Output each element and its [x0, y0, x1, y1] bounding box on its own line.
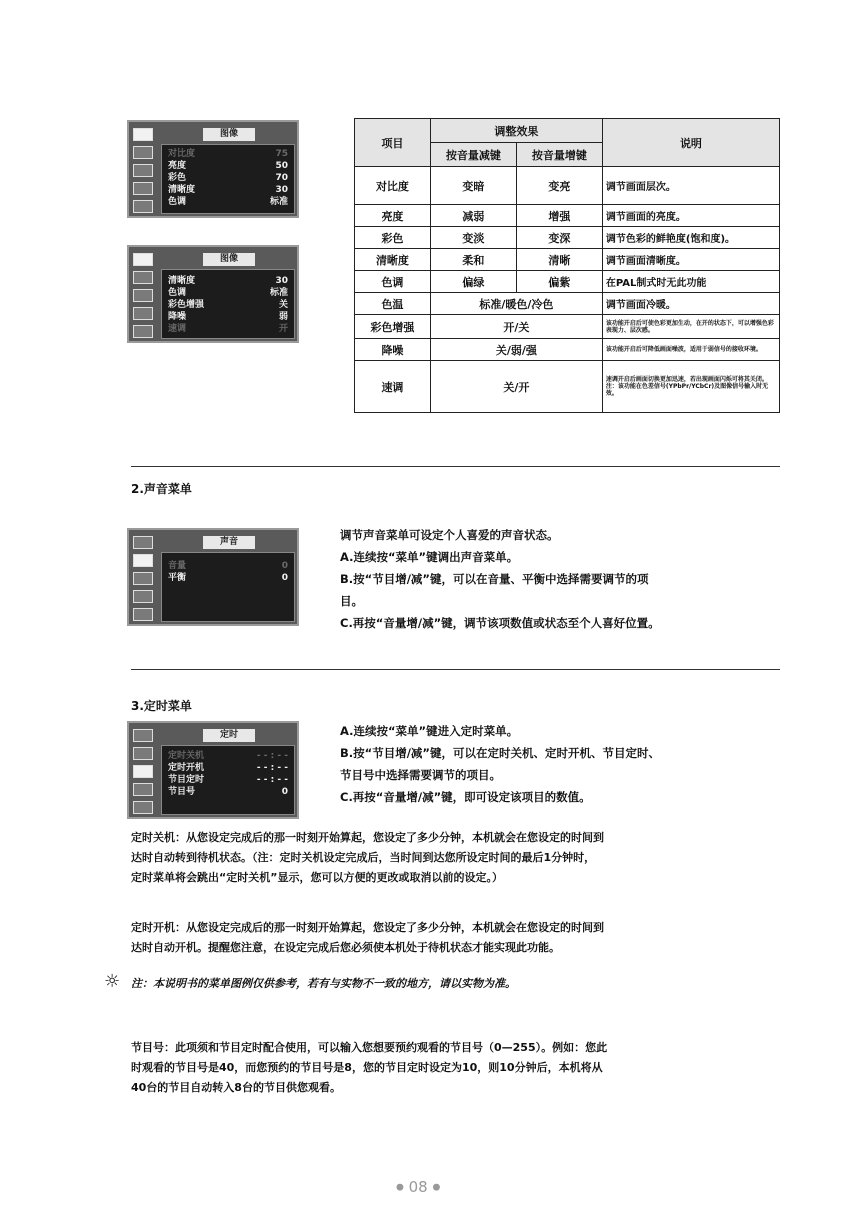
- menu-panel: [161, 745, 295, 815]
- table-header-minus: 按音量减键: [430, 143, 516, 167]
- function-icon: [133, 325, 153, 338]
- timer-menu-screen: [127, 721, 299, 819]
- disclaimer-note: 注：本说明书的菜单图例仅供参考，若有与实物不一致的地方，请以实物为准。: [131, 977, 516, 990]
- table-row: 降噪 关/弱/强 该功能开启后可降低画面噪波，适用于弱信号的接收环境。: [355, 339, 780, 361]
- table-row: 亮度 减弱 增强 调节画面的亮度。: [355, 205, 780, 227]
- menu-title: 声音: [203, 536, 255, 549]
- sound-icon: [133, 747, 153, 760]
- timer-icon: [133, 289, 153, 302]
- menu-row: 彩色 70: [168, 173, 288, 183]
- timer-icon: [133, 765, 153, 778]
- menu-title: 定时: [203, 729, 255, 742]
- timer-icon: [133, 572, 153, 585]
- sound-instructions: 调节声音菜单可设定个人喜爱的声音状态。 A.连续按“菜单”键调出声音菜单。 B.按“节目增/减”键，可以在音量、平衡中选择需要调节的项 目。 C.再按“音量增/减”键，调节该项数值或状态至个人喜好位置。: [340, 528, 660, 630]
- menu-title: 图像: [203, 253, 255, 266]
- menu-row: 色调 标准: [168, 197, 288, 207]
- function-icon: [133, 801, 153, 814]
- menu-icon-column: [133, 253, 157, 343]
- menu-panel: [161, 552, 295, 622]
- menu-panel: [161, 269, 295, 339]
- table-row: 速调 关/开 速调开启后画面切换更加迅速，若出现画面闪烁可将其关闭。注：该功能在色差信号(YPbPr/YCbCr)及图像信号输入时无效。: [355, 361, 780, 413]
- section-heading-sound: 2.声音菜单: [131, 482, 192, 496]
- divider: [131, 669, 780, 670]
- function-icon: [133, 200, 153, 213]
- menu-row: 平衡 0: [168, 573, 288, 583]
- menu-icon-column: [133, 128, 157, 218]
- menu-row: 彩色增强 关: [168, 300, 288, 310]
- divider: [131, 466, 780, 467]
- picture-menu-screen-1: [127, 120, 299, 218]
- menu-row: 节目定时 - - : - -: [168, 775, 288, 785]
- picture-icon: [133, 536, 153, 549]
- setup-icon: [133, 307, 153, 320]
- function-icon: [133, 608, 153, 621]
- menu-panel: [161, 144, 295, 214]
- table-header-desc: 说明: [602, 119, 779, 167]
- table-header-effect: 调整效果: [430, 119, 602, 143]
- page-number: ● 08 ●: [396, 1178, 441, 1196]
- timer-on-paragraph: 定时开机：从您设定完成后的那一时刻开始算起，您设定了多少分钟，本机就会在您设定的时间到 达时自动开机。提醒您注意，在设定完成后您必须使本机处于待机状态才能实现此功能。: [131, 921, 604, 954]
- picture-icon: [133, 253, 153, 266]
- menu-row: 色调 标准: [168, 288, 288, 298]
- program-number-paragraph: 节目号：此项须和节目定时配合使用，可以输入您想要预约观看的节目号（0—255）。例如：您此 时观看的节目号是40，而您预约的节目号是8，您的节目定时设定为10，则10分钟后，本机将从 40台的节目自动转入8台的节目供您观看。: [131, 1041, 608, 1094]
- picture-icon: [133, 128, 153, 141]
- menu-row: 对比度 75: [168, 149, 288, 159]
- sound-icon: [133, 146, 153, 159]
- timer-off-paragraph: 定时关机：从您设定完成后的那一时刻开始算起，您设定了多少分钟，本机就会在您设定的时间到 达时自动转到待机状态。（注：定时关机设定完成后，当时间到达您所设定时间的最后1分钟时， 定时菜单将会跳出“定时关机”显示，您可以方便的更改或取消以前的设定。）: [131, 831, 604, 884]
- menu-icon-column: [133, 729, 157, 819]
- timer-icon: [133, 164, 153, 177]
- setup-icon: [133, 783, 153, 796]
- setup-icon: [133, 182, 153, 195]
- table-row: 彩色 变淡 变深 调节色彩的鲜艳度(饱和度)。: [355, 227, 780, 249]
- menu-icon-column: [133, 536, 157, 626]
- table-row: 对比度 变暗 变亮 调节画面层次。: [355, 167, 780, 205]
- table-header-item: 项目: [355, 119, 431, 167]
- menu-row: 速调 开: [168, 324, 288, 334]
- sound-menu-screen: [127, 528, 299, 626]
- table-row: 彩色增强 开/关 该功能开启后可使色彩更加生动，在开的状态下，可以增强色彩表现力、层次感。: [355, 315, 780, 339]
- timer-instructions: A.连续按“菜单”键进入定时菜单。 B.按“节目增/减”键，可以在定时关机、定时开机、节目定时、 节目号中选择需要调节的项目。 C.再按“音量增/减”键，即可设定该项目的数值。: [340, 724, 660, 804]
- section-heading-timer: 3.定时菜单: [131, 699, 192, 713]
- sound-icon: [133, 554, 153, 567]
- picture-menu-screen-2: [127, 245, 299, 343]
- setup-icon: [133, 590, 153, 603]
- menu-row: 定时关机 - - : - -: [168, 751, 288, 761]
- menu-row: 亮度 50: [168, 161, 288, 171]
- table-header-plus: 按音量增键: [516, 143, 602, 167]
- menu-row: 清晰度 30: [168, 276, 288, 286]
- menu-row: 清晰度 30: [168, 185, 288, 195]
- menu-row: 降噪 弱: [168, 312, 288, 322]
- sun-icon: ☼: [104, 971, 121, 992]
- table-row: 色温 标准/暖色/冷色 调节画面冷暖。: [355, 293, 780, 315]
- picture-icon: [133, 729, 153, 742]
- menu-row: 节目号 0: [168, 787, 288, 797]
- menu-row: 音量 0: [168, 561, 288, 571]
- menu-title: 图像: [203, 128, 255, 141]
- sound-icon: [133, 271, 153, 284]
- picture-adjust-table: [354, 118, 780, 413]
- menu-row: 定时开机 - - : - -: [168, 763, 288, 773]
- table-row: 清晰度 柔和 清晰 调节画面清晰度。: [355, 249, 780, 271]
- table-row: 色调 偏绿 偏紫 在PAL制式时无此功能: [355, 271, 780, 293]
